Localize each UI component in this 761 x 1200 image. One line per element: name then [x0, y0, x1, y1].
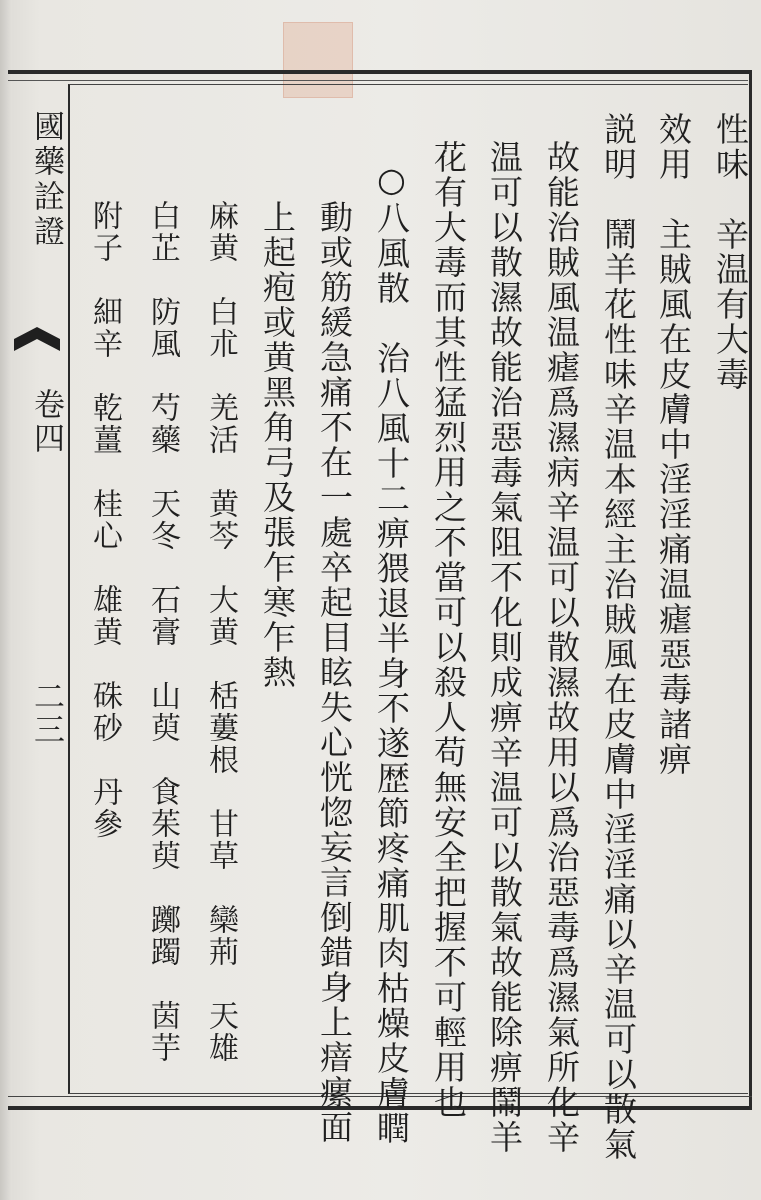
text-column-5: 温可以散濕故能治惡毒氣阻不化則成痹辛温可以散氣故能除痹鬧羊 — [485, 140, 524, 1155]
ingredient-column-3: 附子 細辛 乾薑 桂心 雄黄 硃砂 丹參 — [87, 200, 122, 840]
text-column-8: 動或筋緩急痛不在一處卒起目眩失心恍惚妄言倒錯身上瘖瘰面 — [315, 200, 354, 1145]
book-title: 國藥詮證 — [28, 110, 64, 250]
text-column-7: ○八風散 治八風十二痹猥退半身不遂歴節疼痛肌肉枯燥皮膚瞤 — [372, 160, 411, 1146]
fishtail-mark-icon — [12, 325, 62, 365]
text-column-9: 上起疱或黄黑角弓及張乍寒乍熱 — [258, 200, 297, 690]
text-column-1: 性味 辛温有大毒 — [711, 112, 750, 392]
page-number: 二三 — [28, 680, 64, 746]
text-column-6: 花有大毒而其性猛烈用之不當可以殺人苟無安全把握不可輕用也 — [429, 140, 468, 1120]
text-column-4: 故能治賊風温瘧爲濕病辛温可以散濕故用以爲治惡毒爲濕氣所化辛 — [542, 140, 581, 1155]
text-column-2: 效用 主賊風在皮膚中淫淫痛温瘧惡毒諸痹 — [654, 112, 693, 777]
volume-label: 卷四 — [28, 388, 64, 456]
frame-rule-top — [8, 80, 748, 81]
text-column-3: 説明 鬧羊花性味辛温本經主治賊風在皮膚中淫淫痛以辛温可以散氣 — [599, 112, 638, 1162]
ingredient-column-1: 麻黄 白朮 羌活 黄芩 大黄 栝蔞根 甘草 欒荊 天雄 — [203, 200, 238, 1064]
ingredient-column-2: 白芷 防風 芍藥 天冬 石膏 山萸 食茱萸 躑躅 茵芋 — [145, 200, 180, 1064]
